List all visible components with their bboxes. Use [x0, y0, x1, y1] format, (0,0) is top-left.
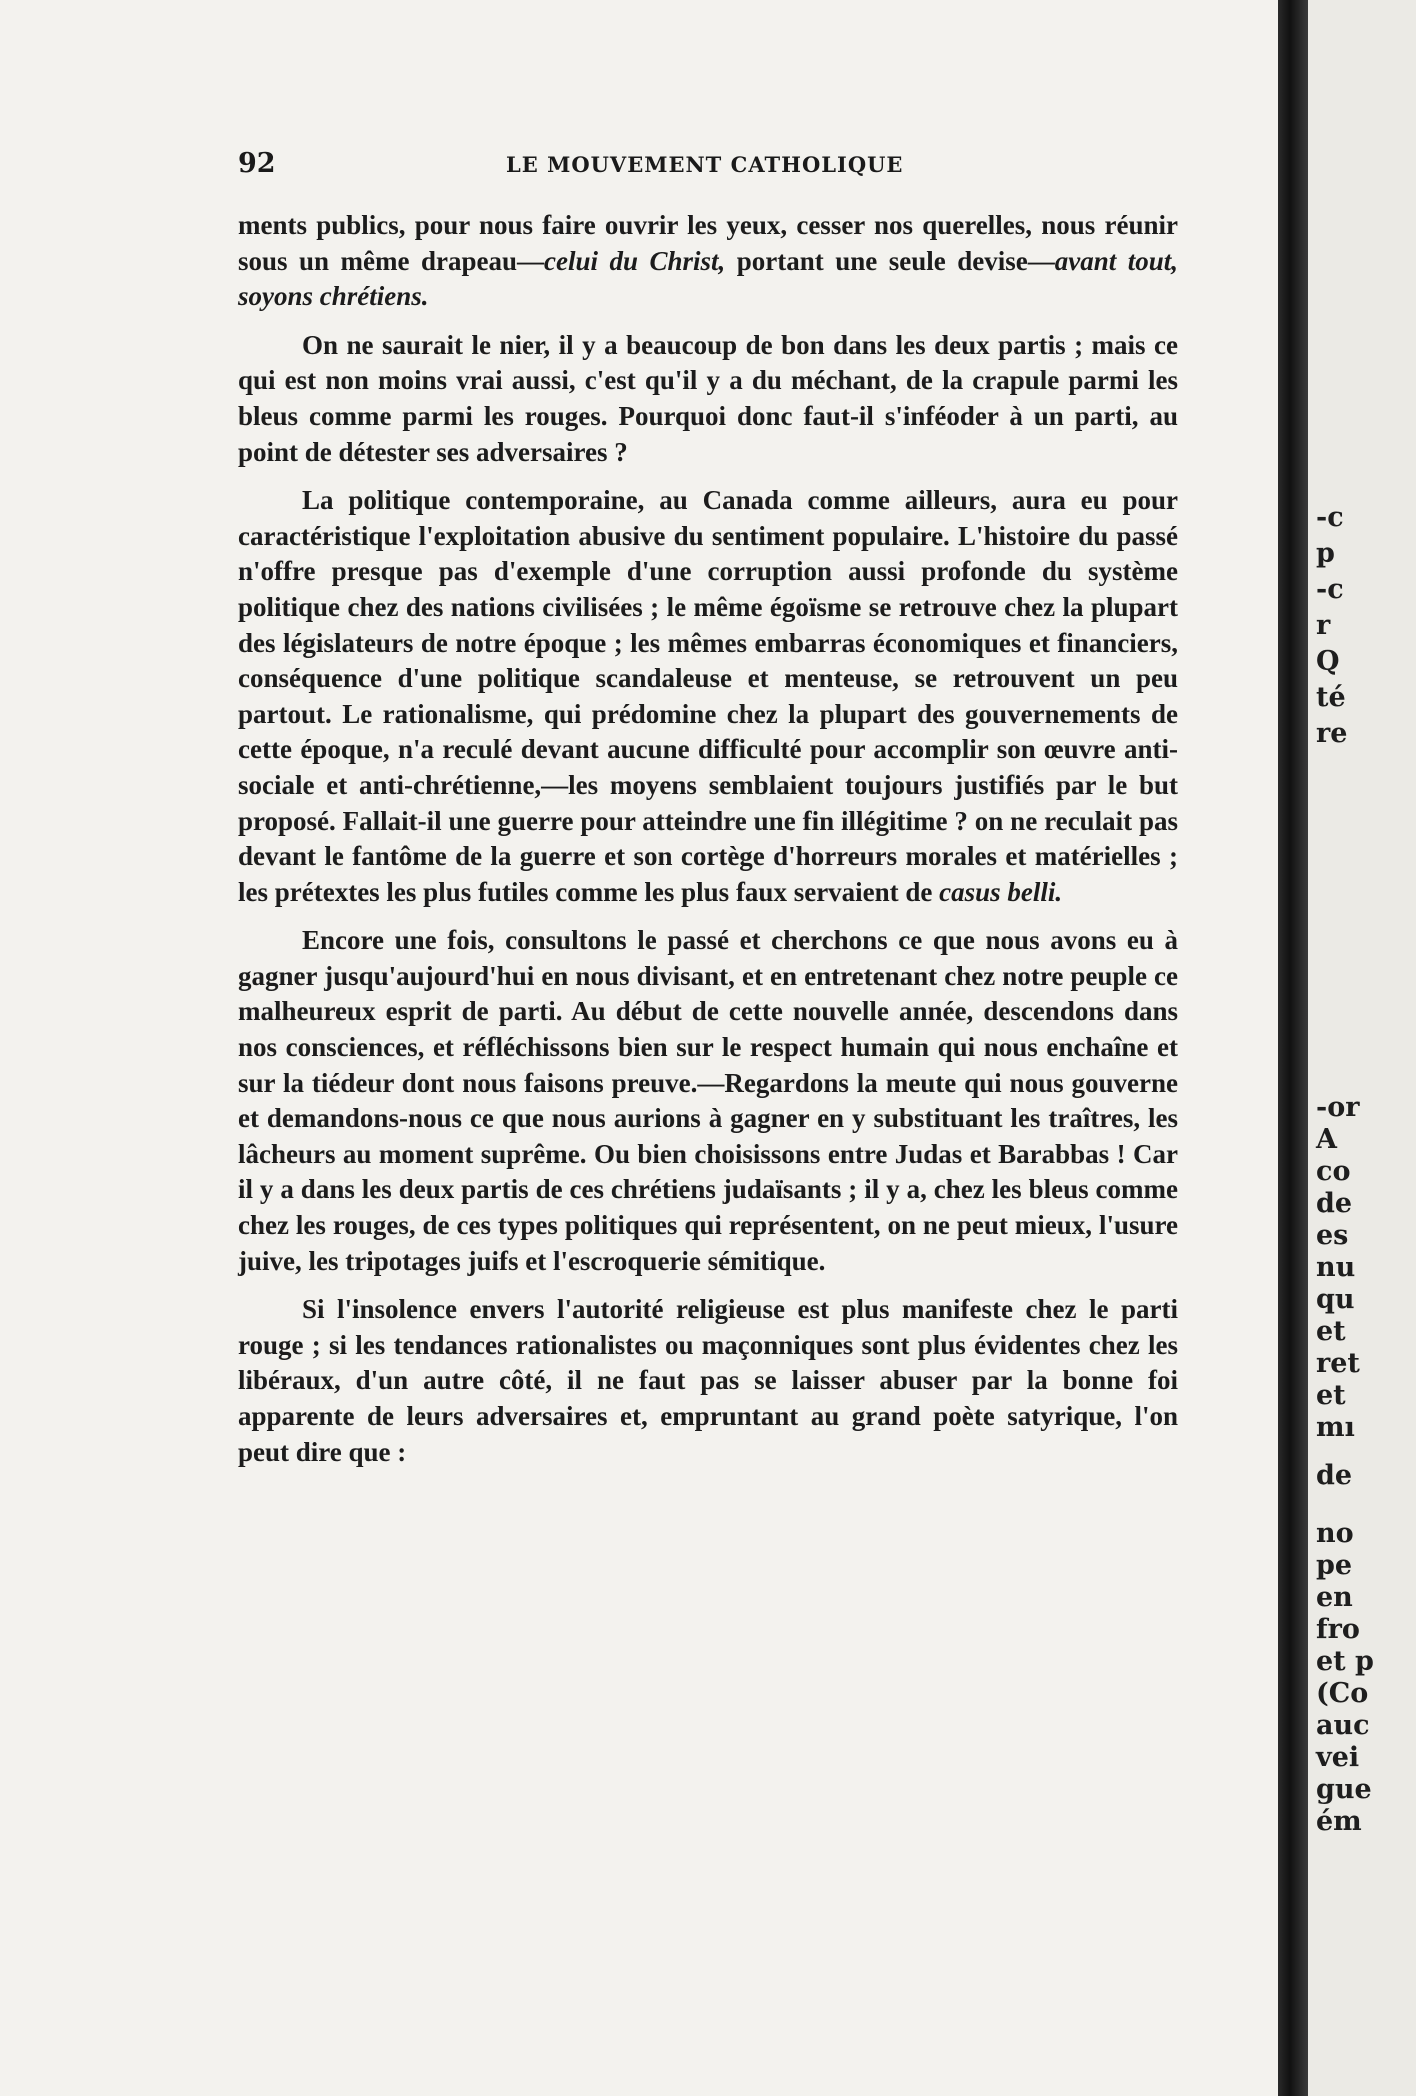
facing-fragment: -or: [1316, 1092, 1360, 1123]
facing-fragment: r: [1316, 610, 1331, 641]
facing-fragment: et: [1316, 1316, 1346, 1347]
facing-fragment: ém: [1316, 1806, 1362, 1837]
running-head: LE MOUVEMENT CATHOLIQUE: [506, 152, 904, 177]
paragraph-1: ments publics, pour nous faire ouvrir les yeux, cesser nos querelles, nous réunir sous un même drapeau—celui du Christ, portant une seule devise—avant tout, soyons chrétiens.: [238, 210, 1179, 312]
facing-fragment: fro: [1316, 1614, 1360, 1645]
facing-fragment: -c: [1316, 502, 1344, 533]
facing-fragment: mı: [1316, 1412, 1355, 1443]
facing-fragment: co: [1316, 1156, 1351, 1187]
paragraph-5: Si l'insolence envers l'autorité religieuse est plus manifeste chez le parti rouge ; si les tendances rationalistes ou maçonniques sont plus évidentes chez les libéraux, d'un autre côté, il ne faut pas se laisser abuser par la bonne foi apparente de leurs adversaires et, empruntant au grand poète satyrique, l'on peut dire que :: [238, 1294, 1178, 1467]
facing-fragment: gue: [1316, 1774, 1372, 1805]
facing-fragment: et p: [1316, 1646, 1374, 1677]
facing-fragment: pe: [1316, 1550, 1353, 1581]
facing-fragment: A: [1316, 1124, 1337, 1155]
facing-fragment: ret: [1316, 1348, 1360, 1379]
facing-fragment: de: [1316, 1188, 1353, 1219]
paragraph-3: La politique contemporaine, au Canada comme ailleurs, aura eu pour caractéristique l'exploitation abusive du sentiment populaire. L'histoire du passé n'offre presque pas d'exemple d'une corruption aussi profonde du système politique chez des nations civilisées ; le même égoïsme se retrouve chez la plupart des législateurs de notre époque ; les mêmes embarras économiques et financiers, conséquence d'une politique scandaleuse et menteuse, se retrouvent un peu partout. Le rationalisme, qui prédomine chez la plupart des gouvernements de cette époque, n'a reculé devant aucune difficulté pour accomplir son œuvre anti-sociale et anti-chrétienne,—les moyens semblaient toujours justifiés par le but proposé. Fallait-il une guerre pour atteindre une fin illégitime ? on ne reculait pas devant le fantôme de la guerre et son cortège d'horreurs morales et matérielles ; les prétextes les plus futiles comme les plus faux servaient de casus belli.: [238, 485, 1178, 907]
facing-fragment: es: [1316, 1220, 1349, 1251]
facing-fragment: en: [1316, 1582, 1353, 1613]
facing-page-edge: [1308, 0, 1416, 2096]
facing-fragment: de: [1316, 1460, 1353, 1491]
page-header: [238, 148, 1178, 188]
page-number: 92: [238, 148, 276, 179]
facing-fragment: no: [1316, 1518, 1354, 1549]
facing-fragment: et: [1316, 1380, 1346, 1411]
book-gutter: [1278, 0, 1308, 2096]
facing-fragment: vei: [1316, 1742, 1360, 1773]
facing-fragment: re: [1316, 718, 1348, 749]
paragraph-2: On ne saurait le nier, il y a beaucoup de bon dans les deux partis ; mais ce qui est non moins vrai aussi, c'est qu'il y a du méchant, de la crapule parmi les bleus comme parmi les rouges. Pourquoi donc faut-il s'inféoder à un parti, au point de détester ses adversaires ?: [238, 329, 1178, 467]
facing-fragment: -c: [1316, 574, 1344, 605]
facing-fragment: p: [1316, 538, 1335, 569]
facing-fragment: Q: [1316, 646, 1340, 677]
body-text: [238, 208, 1178, 1483]
paragraph-4: Encore une fois, consultons le passé et cherchons ce que nous avons eu à gagner jusqu'aujourd'hui en nous divisant, et en entretenant chez notre peuple ce malheureux esprit de parti. Au début de cette nouvelle année, descendons dans nos consciences, et réfléchissons bien sur le respect humain qui nous enchaîne et sur la tiédeur dont nous faisons preuve.—Regardons la meute qui nous gouverne et demandons-nous ce que nous aurions à gagner en y substituant les traîtres, les lâcheurs au moment suprême. Ou bien choisissons entre Judas et Barabbas ! Car il y a dans les deux partis de ces chrétiens judaïsants ; il y a, chez les bleus comme chez les rouges, de ces types politiques qui représentent, on ne peut mieux, l'usure juive, les tripotages juifs et l'escroquerie sémitique.: [238, 925, 1178, 1276]
facing-fragment: auc: [1316, 1710, 1370, 1741]
facing-fragment: té: [1316, 682, 1346, 713]
facing-fragment: qu: [1316, 1284, 1355, 1315]
facing-fragment: (Co: [1316, 1678, 1369, 1709]
facing-fragment: nu: [1316, 1252, 1356, 1283]
